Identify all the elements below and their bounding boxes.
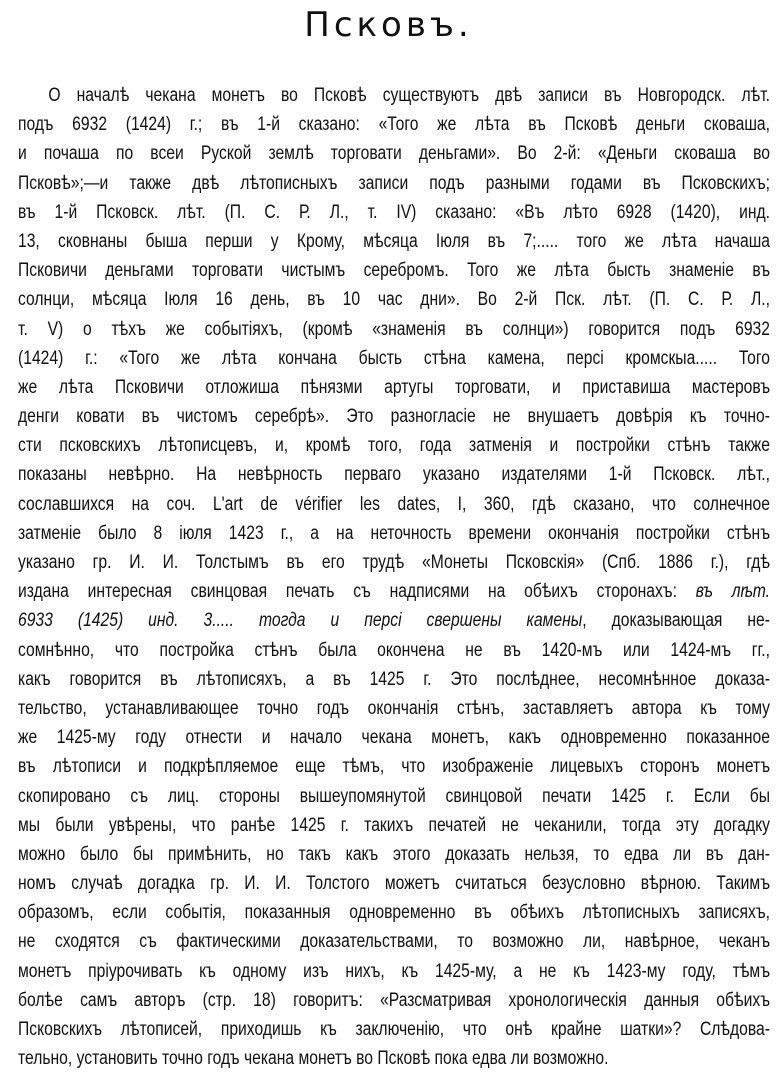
text-line: какъ говорится въ лѣтописяхъ, а въ 1425 г. Это послѣднее, несомнѣнное доказа- xyxy=(18,667,770,690)
text-line: монетъ пріурочивать къ одному изъ нихъ, къ 1425-му, а не къ 1423-му году, тѣмъ xyxy=(18,959,770,982)
text-line: сти псковскихъ лѣтописцевъ, и, кромѣ того, года затменія и постройки стѣнъ также xyxy=(18,434,770,457)
text-line: въ 1-й Псковск. лѣт. (П. С. Р. Л., т. IV) сказано: «Въ лѣто 6928 (1420), инд. xyxy=(18,200,770,223)
text-line: болѣе самъ авторъ (стр. 18) говоритъ: «Разсматривая хронологическія данныя обѣихъ xyxy=(18,988,770,1011)
text-line: сомнѣнно, что постройка стѣнъ была окончена не въ 1420-мъ или 1424-мъ гг., xyxy=(18,638,770,661)
text-line: не сходятся съ фактическими доказательствами, то возможно ли, навѣрное, чеканъ xyxy=(18,930,770,953)
text-line: мы были увѣрены, что ранѣе 1425 г. такихъ печатей не чеканили, тогда эту догадку xyxy=(18,813,770,836)
text-line: тельно, установить точно годъ чекана монетъ во Псковѣ пока едва ли возможно. xyxy=(18,1047,609,1070)
text-line: образомъ, если событія, показанныя одновременно въ обѣихъ лѣтописныхъ записяхъ, xyxy=(18,901,770,924)
text-line-mixed xyxy=(18,606,770,635)
text-line: скопировано съ лиц. стороны вышеупомянутой свинцовой печати 1425 г. Если бы xyxy=(18,784,770,807)
italic-segment: инд. 3..... тогда и персі свершены камены xyxy=(148,609,583,632)
text-line: показаны невѣрно. На невѣрность перваго указано издателями 1-й Псковск. лѣт., xyxy=(18,463,770,486)
text-line: затменіе было 8 іюля 1423 г., а на неточность времени окончанія постройки стѣнъ xyxy=(18,521,770,544)
text-segment: издана интересная свинцовая печать съ надписями на обѣихъ сторонахъ: xyxy=(18,580,696,603)
page-title: Псковъ. xyxy=(304,5,473,45)
text-line: сославшихся на соч. L'art de vérifier les dates, I, 360, гдѣ сказано, что солнечное xyxy=(18,492,770,515)
text-line: тельство, устанавливающее точно годъ окончанія стѣнъ, заставляетъ автора къ тому xyxy=(18,696,770,719)
text-line: и почаша по всеи Руской землѣ торговати деньгами». Во 2-й: «Деньги сковаша во xyxy=(18,142,770,165)
italic-segment: въ лѣт. xyxy=(695,580,770,603)
text-line: солнци, мѣсяца Іюля 16 день, въ 10 час дни». Во 2-й Пск. лѣт. (П. С. Р. Л., xyxy=(18,288,770,311)
text-line: Псковѣ»;—и также двѣ лѣтописныхъ записи подъ разными годами въ Псковскихъ; xyxy=(18,171,770,194)
text-line: т. V) о тѣхъ же событіяхъ, (кромѣ «знаменія въ солнци») говорится подъ 6932 xyxy=(18,317,770,340)
text-line: О началѣ чекана монетъ во Псковѣ существуютъ двѣ записи въ Новгородск. лѣт. xyxy=(48,84,770,106)
text-line-mixed xyxy=(18,577,770,606)
text-line: Псковичи деньгами торговати чистымъ серебромъ. Того же лѣта бысть знаменіе въ xyxy=(18,259,770,282)
body-paragraph xyxy=(18,81,770,1073)
text-line: можно было бы примѣнить, но такъ какъ этого доказать нельзя, то едва ли въ дан- xyxy=(18,842,770,865)
text-segment: , доказывающая не- xyxy=(582,609,770,632)
text-line: 13, сковнаны быша перши у Крому, мѣсяца Іюля въ 7;..... того же лѣта начаша xyxy=(18,229,770,252)
text-line: подъ 6932 (1424) г.; въ 1-й сказано: «Того же лѣта въ Псковѣ деньги сковаша, xyxy=(18,113,770,136)
text-line: (1424) г.: «Того же лѣта кончана бысть стѣна камена, персі кромскыа..... Того xyxy=(18,346,770,369)
text-line: денги ковати въ чистомъ серебрѣ». Это разногласіе не внушаетъ довѣрія къ точно- xyxy=(18,405,770,428)
text-line: номъ случаѣ догадка гр. И. И. Толстого можетъ считаться безусловно вѣрною. Такимъ xyxy=(18,872,770,895)
text-line: же 1425-му году отнести и начало чекана монетъ, какъ одновременно показанное xyxy=(18,726,770,749)
text-line: въ лѣтописи и подкрѣпляемое еще тѣмъ, что изображеніе лицевыхъ сторонъ монетъ xyxy=(18,755,770,778)
text-line: Псковскихъ лѣтописей, приходишь къ заключенію, что онѣ крайне шатки»? Слѣдова- xyxy=(18,1018,770,1040)
italic-segment: 6933 (1425) xyxy=(18,609,149,632)
text-line: указано гр. И. И. Толстымъ въ его трудѣ «Монеты Псковскія» (Спб. 1886 г.), гдѣ xyxy=(18,551,770,573)
text-line: же лѣта Псковичи отложиша пѣнязми артугы торговати, и приставиша мастеровъ xyxy=(18,375,770,398)
